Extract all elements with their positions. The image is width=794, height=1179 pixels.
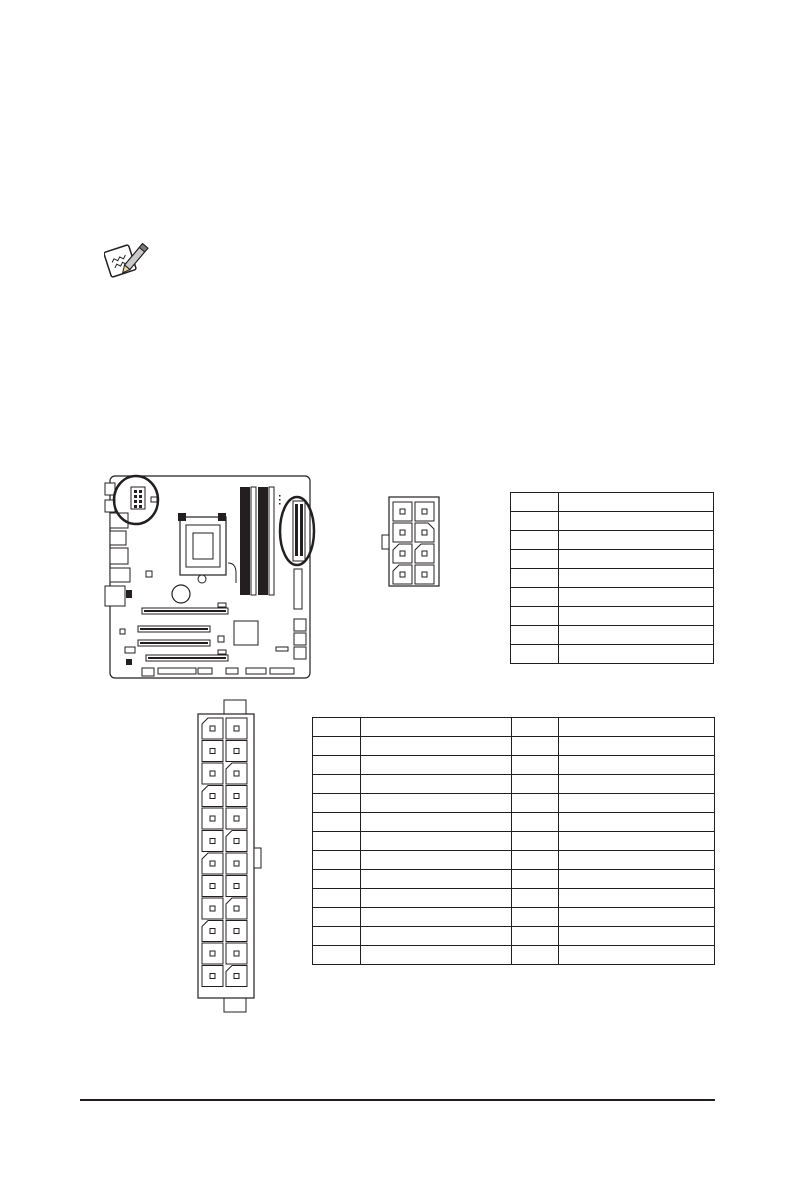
table-cell [511,756,559,775]
table-cell [559,756,715,775]
table-cell [559,832,715,851]
table-cell [511,813,559,832]
table-cell [511,775,559,794]
table-cell [313,889,361,908]
table-row [313,737,715,756]
table-row [313,794,715,813]
table-cell [511,645,559,664]
table-row [511,531,714,550]
atx12v-pin-table [510,492,714,664]
table-cell [511,908,559,927]
table-cell [360,832,511,851]
table-cell [360,756,511,775]
table-cell [360,946,511,965]
motherboard-layout [98,473,316,683]
table-cell [313,851,361,870]
table-cell [313,946,361,965]
table-row [511,493,714,512]
table-row [313,946,715,965]
table-cell [511,588,559,607]
table-row [511,550,714,569]
table-cell [511,794,559,813]
table-row [313,889,715,908]
table-cell [511,927,559,946]
table-cell [558,531,713,550]
table-cell [360,813,511,832]
table-cell [360,737,511,756]
table-cell [558,569,713,588]
table-cell [313,813,361,832]
table-cell [511,493,559,512]
table-cell [511,889,559,908]
atx-pin-table [312,717,715,965]
table-cell [360,718,511,737]
footer-rule [80,1099,715,1101]
table-cell [559,794,715,813]
table-cell [313,794,361,813]
table-row [313,813,715,832]
table-cell [360,775,511,794]
pencil-note-icon [104,240,150,280]
table-cell [511,626,559,645]
table-row [313,756,715,775]
table-row [313,718,715,737]
table-row [511,588,714,607]
table-row [313,832,715,851]
table-cell [313,870,361,889]
table-cell [559,908,715,927]
table-cell [313,927,361,946]
table-cell [559,889,715,908]
table-cell [559,775,715,794]
table-cell [313,775,361,794]
table-cell [558,550,713,569]
table-cell [511,607,559,626]
table-cell [559,870,715,889]
table-cell [558,626,713,645]
table-row [313,775,715,794]
table-cell [360,851,511,870]
table-cell [511,946,559,965]
table-cell [360,908,511,927]
table-cell [511,718,559,737]
table-row [511,645,714,664]
table-cell [511,737,559,756]
table-cell [511,531,559,550]
table-cell [511,569,559,588]
table-cell [558,512,713,531]
table-cell [360,870,511,889]
table-cell [313,718,361,737]
table-cell [511,851,559,870]
8-pin-connector [378,495,442,589]
table-cell [511,512,559,531]
table-cell [559,718,715,737]
table-cell [559,737,715,756]
24-pin-connector [194,698,268,1014]
table-row [313,927,715,946]
table-cell [558,588,713,607]
table-cell [313,908,361,927]
table-cell [360,927,511,946]
table-row [511,569,714,588]
table-cell [559,813,715,832]
table-row [511,626,714,645]
table-cell [559,946,715,965]
table-cell [360,889,511,908]
table-row [313,851,715,870]
table-cell [360,794,511,813]
table-cell [511,550,559,569]
table-cell [558,607,713,626]
table-cell [559,851,715,870]
table-cell [558,493,713,512]
table-cell [313,737,361,756]
table-row [313,908,715,927]
table-row [313,870,715,889]
table-cell [313,832,361,851]
table-cell [511,870,559,889]
table-cell [558,645,713,664]
table-cell [511,832,559,851]
table-cell [313,756,361,775]
table-row [511,607,714,626]
table-cell [559,927,715,946]
table-row [511,512,714,531]
